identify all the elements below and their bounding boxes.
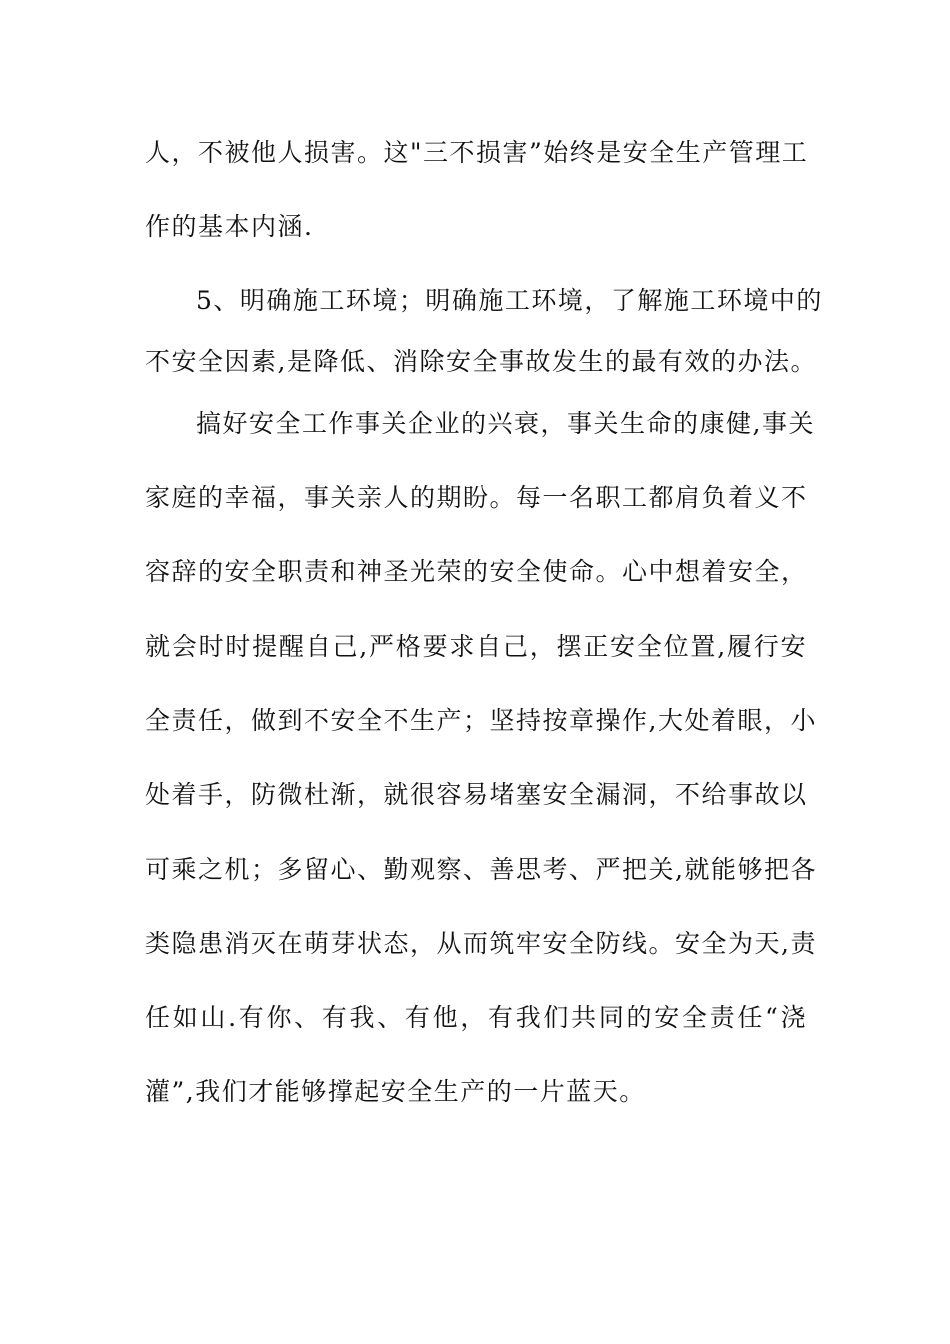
paragraph-line: 搞好安全工作事关企业的兴衰，事关生命的康健,事关: [196, 409, 815, 438]
paragraph-line: 人，不被他人损害。这"三不损害”始终是安全生产管理工: [145, 138, 809, 167]
paragraph-line: 5、明确施工环境；明确施工环境，了解施工环境中的: [196, 286, 823, 315]
paragraph-line: 全责任，做到不安全不生产；坚持按章操作,大处着眼，小: [145, 706, 817, 735]
paragraph-line: 容辞的安全职责和神圣光荣的安全使命。心中想着安全，: [145, 557, 808, 586]
paragraph-line: 灌”,我们才能够撑起安全生产的一片蓝天。: [145, 1077, 646, 1106]
paragraph-line: 任如山.有你、有我、有他，有我们共同的安全责任“浇: [145, 1003, 807, 1032]
paragraph-line: 就会时时提醒自己,严格要求自己，摆正安全位置,履行安: [145, 632, 807, 661]
paragraph-line: 可乘之机；多留心、勤观察、善思考、严把关,就能够把各: [145, 855, 817, 884]
paragraph-line: 处着手，防微杜渐，就很容易堵塞安全漏洞，不给事故以: [145, 780, 808, 809]
paragraph-line: 类隐患消灭在萌芽状态，从而筑牢安全防线。安全为天,责: [145, 929, 817, 958]
paragraph-line: 作的基本内涵.: [145, 212, 314, 241]
paragraph-line: 家庭的幸福，事关亲人的期盼。每一名职工都肩负着义不: [145, 483, 808, 512]
paragraph-line: 不安全因素,是降低、消除安全事故发生的最有效的办法。: [145, 347, 817, 376]
